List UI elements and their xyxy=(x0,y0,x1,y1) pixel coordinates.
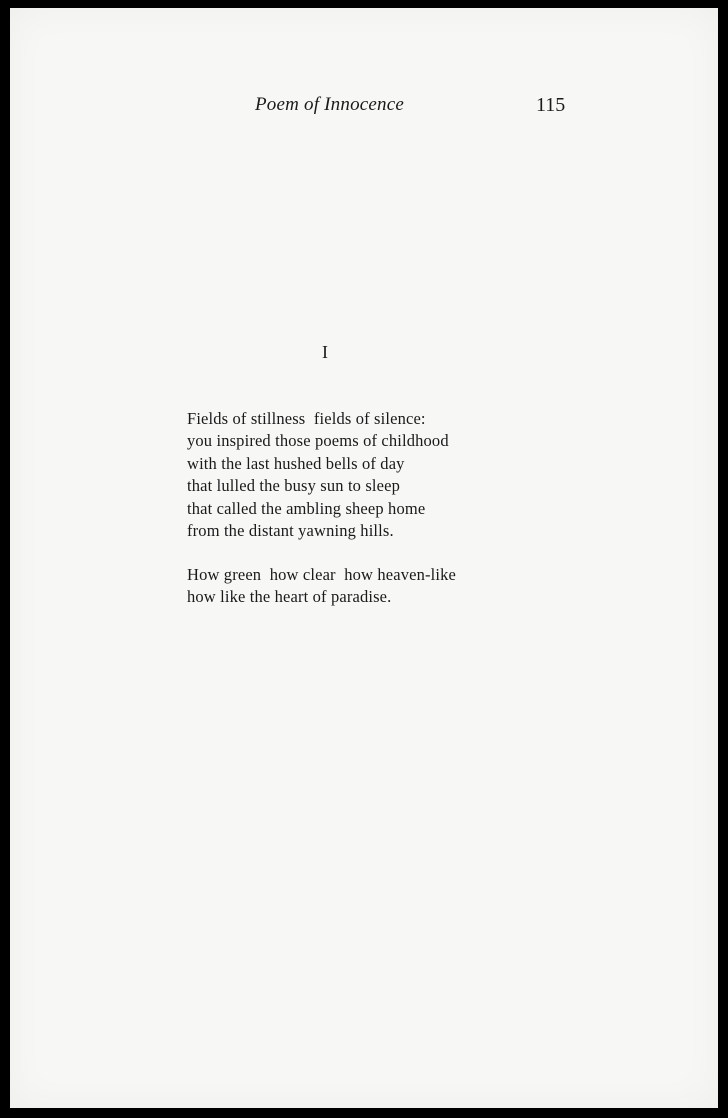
poem-line: Fields of stillness fields of silence: xyxy=(187,409,426,428)
stanza-2 xyxy=(187,564,456,609)
stanza-1 xyxy=(187,408,449,542)
poem-line: with the last hushed bells of day xyxy=(187,453,405,473)
poem-line: how like the heart of paradise. xyxy=(187,587,392,607)
section-numeral: I xyxy=(322,342,328,362)
poem-line: from the distant yawning hills. xyxy=(187,521,394,541)
page-number: 115 xyxy=(536,94,566,116)
poem-line: How green how clear how heaven-like xyxy=(187,565,456,584)
running-title: Poem of Innocence xyxy=(255,94,404,115)
book-page xyxy=(10,8,718,1108)
poem-line: you inspired those poems of childhood xyxy=(187,431,449,451)
poem-line: that called the ambling sheep home xyxy=(187,498,426,518)
poem-line: that lulled the busy sun to sleep xyxy=(187,476,401,496)
